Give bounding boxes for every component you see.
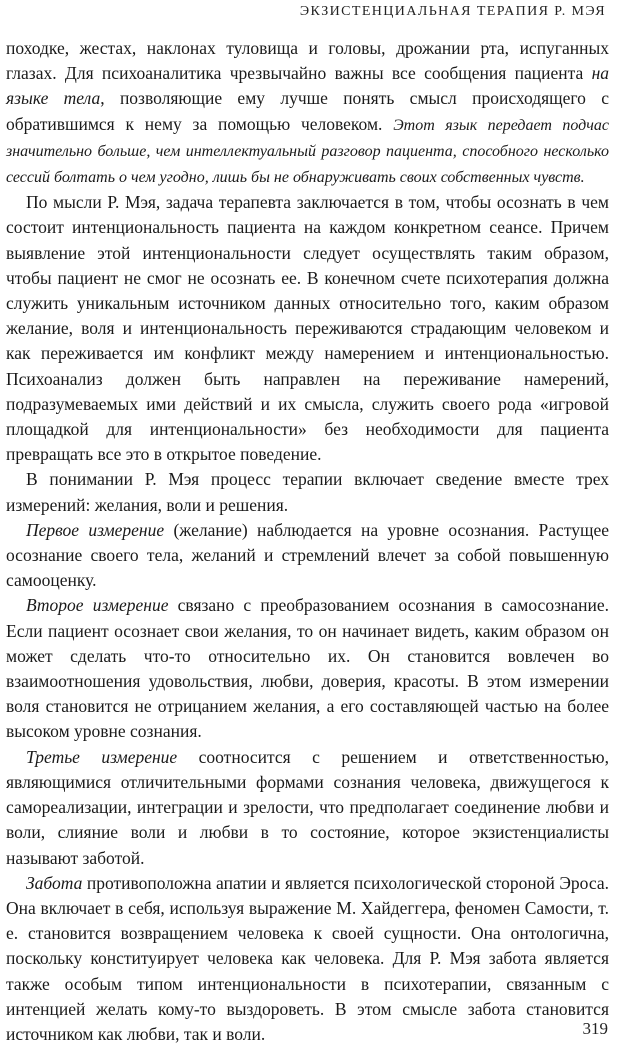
first-dimension-term: Первое измерение (26, 519, 165, 540)
second-dimension-term: Второе измерение (26, 595, 169, 616)
page-number: 319 (582, 1019, 608, 1038)
paragraph-1-italic-passage: Этот язык передает подчас значительно больше, чем интеллектуальный разговор пациента, способного несколько сессий болтать о чем угодно, лишь бы не обнаруживать своих собственных чувств. (6, 116, 609, 187)
paragraph-3: В понимании Р. Мэя процесс терапии включает сведение вместе трех измерений: желания, воли и решения. (6, 469, 609, 515)
paragraph-5 (6, 593, 609, 744)
paragraph-1-text-c: , позволяющие ему лучше понять смысл происходящего с обратившимся к нему за помощью человеком. (6, 88, 609, 134)
paragraph-5-text: связано с преобразованием осознания в самосознание. Если пациент осознает свои желания, то он начинает видеть, каким образом он может сделать что-то относительно их. Он становится вовлечен во взаимоотношения удовольствия, любви, доверия, красоты. В этом измерении воля становится не отрицанием желания, а его составляющей частью на более высоком уровне сознания. (6, 595, 609, 742)
third-dimension-term: Третье измерение (26, 746, 178, 767)
paragraph-7-text: противоположна апатии и является психологической стороной Эроса. Она включает в себя, используя выражение М. Хайдеггера, феномен Самости, т. е. становится возвращением человека к своей сущности. Она онтологична, поскольку конституирует человека как человека. Для Р. Мэя забота является также особым типом интенциональности в психотерапии, связанным с интенцией желать кому-то выздороветь. В этом смысле забота становится источником как любви, так и воли. (6, 872, 609, 1044)
paragraph-2: По мысли Р. Мэя, задача терапевта заключается в том, чтобы осознать в чем состоит интенциональность пациента на каждом конкретном сеансе. Причем выявление этой интенциональности следует осуществлять таким образом, чтобы пациент не смог не осознать ее. В конечном счете психотерапия должна служить уникальным источником данных относительно того, каким образом желание, воля и интенциональность переживаются страдающим человеком и как переживается им конфликт между намерением и интенциональностью. Психоанализ должен быть направлен на переживание намерений, подразумеваемых ими действий и их смысла, служить своего рода «игровой площадкой для интенциональности» без необходимости для пациента превращать все это в открытое поведение. (6, 192, 609, 465)
body-text (6, 36, 609, 1047)
paragraph-4 (6, 518, 609, 594)
paragraph-1-text-a: походке, жестах, наклонах туловища и головы, дрожании рта, испуганных глазах. Для психоаналитика чрезвычайно важны все сообщения пациента (6, 38, 609, 84)
paragraph-6-text: соотносится с решением и ответственностью, являющимися отличительными формами сознания человека, движущегося к самореализации, интеграции и зрелости, что предполагает соединение любви и воли, слияние воли и любви в то состояние, которое экзистенциалисты называют заботой. (6, 746, 609, 868)
running-header: ЭКЗИСТЕНЦИАЛЬНАЯ ТЕРАПИЯ Р. МЭЯ (299, 4, 606, 19)
paragraph-7 (6, 871, 609, 1047)
paragraph-4-text: (желание) наблюдается на уровне осознания. Растущее осознание своего тела, желаний и стремлений влечет за собой повышенную самооценку. (6, 519, 609, 591)
paragraph-6 (6, 745, 609, 871)
care-term: Забота (26, 872, 83, 893)
paragraph-1 (6, 36, 609, 190)
paragraph-1-italic-term: на языке тела (6, 63, 609, 109)
